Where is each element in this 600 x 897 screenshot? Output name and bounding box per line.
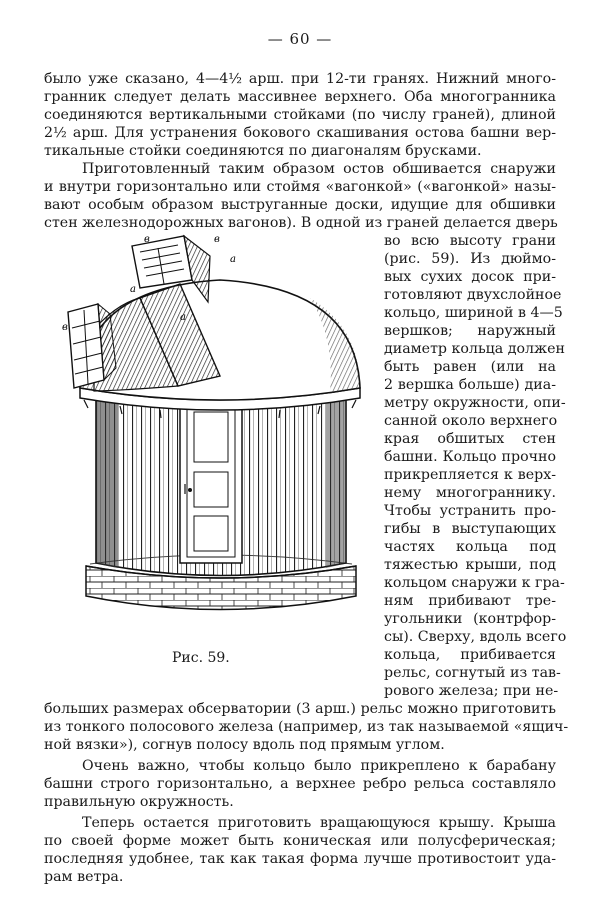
figure-label: в xyxy=(214,234,220,245)
text-line: во всю высоту грани xyxy=(384,233,556,249)
text-line: сы). Сверху, вдоль всего xyxy=(384,629,567,645)
text-line: башни. Кольцо прочно xyxy=(384,449,556,465)
text-line: тикальные стойки соединяются по диагоналям брусками. xyxy=(44,143,482,159)
text-line: рового железа; при не- xyxy=(384,683,559,699)
figure-label: в xyxy=(62,322,68,333)
figure-label: в xyxy=(144,234,150,245)
text-line: частях кольца под xyxy=(384,539,556,555)
text-line: гибы в выступающих xyxy=(384,521,556,537)
text-line: больших размерах обсерватории (3 арш.) рельс можно приготовить xyxy=(44,701,556,717)
text-line: санной около верхнего xyxy=(384,413,558,429)
text-line: вают особым образом выструганные доски, идущие для обшивки xyxy=(44,197,556,213)
text-line: гранник следует делать массивнее верхнего. Оба многогранника xyxy=(44,89,556,105)
text-line: стен железнодорожных вагонов). В одной из граней делается дверь xyxy=(44,215,558,231)
text-line: последняя удобнее, так как такая форма лучше противостоит уда- xyxy=(44,851,556,867)
text-line: 2 вершка больше) диа- xyxy=(384,377,556,393)
text-line: готовляют двухслойное xyxy=(384,287,562,303)
door-handle xyxy=(188,488,192,492)
figure-caption: Рис. 59. xyxy=(172,650,230,666)
text-line: соединяются вертикальными стойками (по числу граней), длиной xyxy=(44,107,556,123)
figure-observatory-tower xyxy=(60,228,380,628)
text-line: Приготовленный таким образом остов обшивается снаружи xyxy=(82,161,556,177)
text-line: диаметр кольца должен xyxy=(384,341,565,357)
text-line: угольники (контрфор- xyxy=(384,611,556,627)
text-line: кольцом снаружи к гра- xyxy=(384,575,565,591)
text-line: нему многограннику. xyxy=(384,485,556,501)
text-line: ной вязки»), согнув полосу вдоль под прямым углом. xyxy=(44,737,445,753)
text-line: по своей форме может быть коническая или полусферическая; xyxy=(44,833,556,849)
text-line: метру окружности, опи- xyxy=(384,395,566,411)
text-line: 2½ арш. Для устранения бокового скашивания остова башни вер- xyxy=(44,125,556,141)
text-line: быть равен (или на xyxy=(384,359,556,375)
figure-label: а xyxy=(180,312,186,323)
text-line: вершков; наружный xyxy=(384,323,556,339)
text-line: из тонкого полосового железа (например, из так называемой «ящич- xyxy=(44,719,569,735)
text-line: тяжестью крыши, под xyxy=(384,557,556,573)
text-line: (рис. 59). Из дюймо- xyxy=(384,251,556,267)
page-number: — 60 — xyxy=(267,30,333,48)
text-line: и внутри горизонтально или стоймя «вагонкой» («вагонкой» назы- xyxy=(44,179,556,195)
text-line: рельс, согнутый из тав- xyxy=(384,665,561,681)
figure-label: а xyxy=(130,284,136,295)
upper-shutter xyxy=(132,236,192,288)
text-line: башни строго горизонтально, а верхнее ребро рельса составляло xyxy=(44,776,556,792)
figure-label: а xyxy=(230,254,236,265)
text-line: рам ветра. xyxy=(44,869,124,885)
text-line: ням прибивают тре- xyxy=(384,593,556,609)
text-line: Чтобы устранить про- xyxy=(384,503,556,519)
text-line: было уже сказано, 4—4½ арш. при 12-ти гранях. Нижний много- xyxy=(44,71,556,87)
text-line: Очень важно, чтобы кольцо было прикреплено к барабану xyxy=(82,758,556,774)
text-line: края обшитых стен xyxy=(384,431,556,447)
text-line: вых сухих досок при- xyxy=(384,269,556,285)
observatory-illustration xyxy=(60,228,380,628)
text-line: кольца, прибивается xyxy=(384,647,556,663)
text-line: правильную окружность. xyxy=(44,794,234,810)
text-line: кольцо, шириной в 4—5 xyxy=(384,305,563,321)
text-line: прикрепляется к верх- xyxy=(384,467,556,483)
text-line: Теперь остается приготовить вращающуюся крышу. Крыша xyxy=(82,815,556,831)
